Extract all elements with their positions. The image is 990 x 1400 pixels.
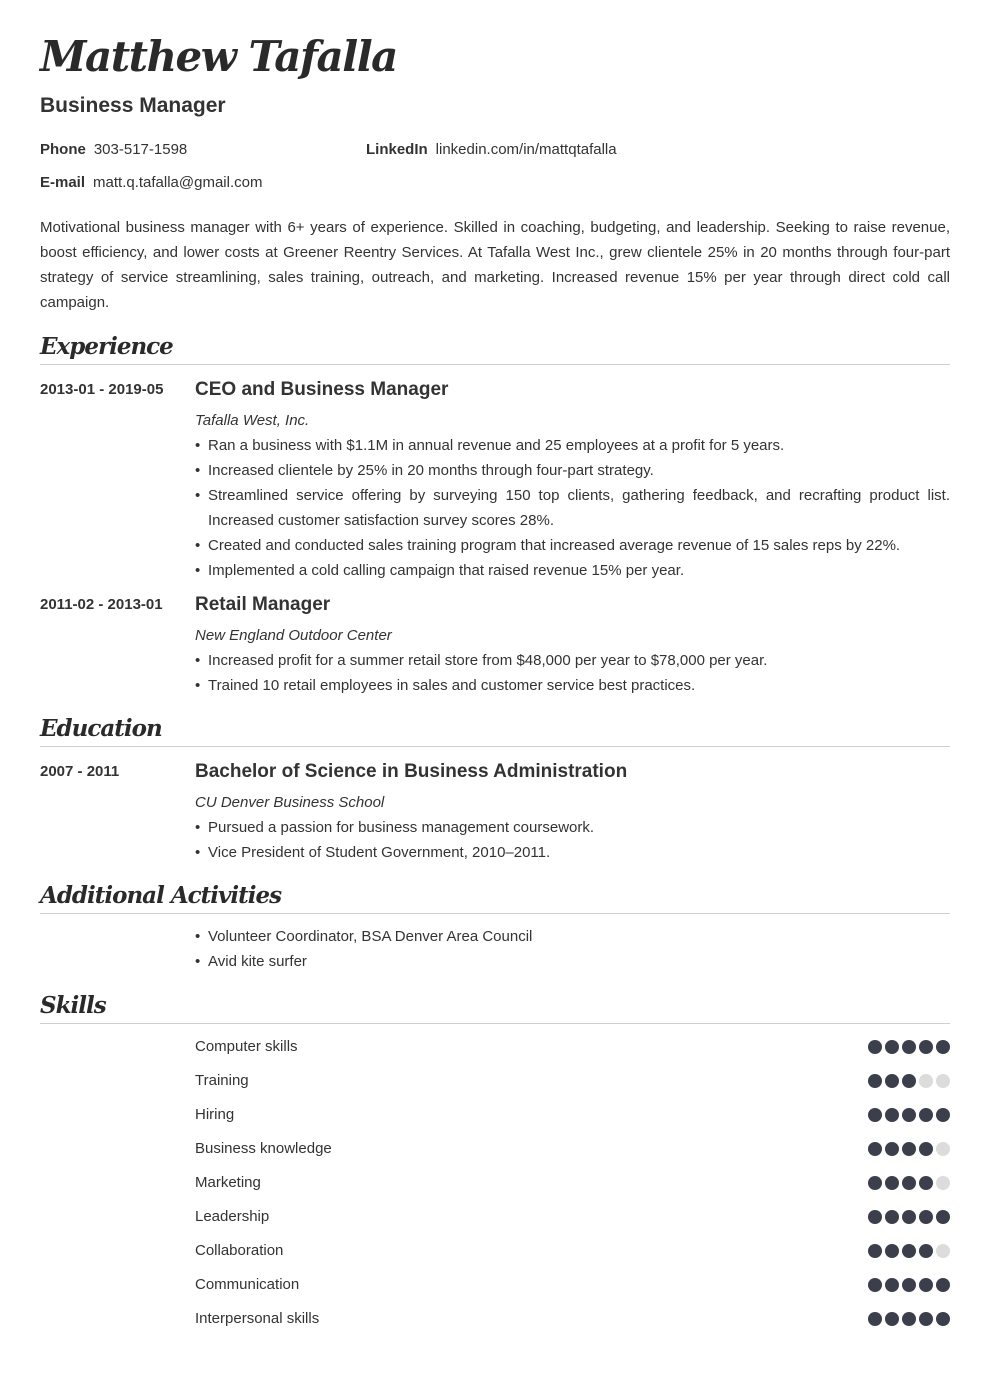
rating-dot-filled — [902, 1244, 916, 1258]
bullet-item: • Pursued a passion for business management coursework. — [195, 815, 950, 840]
rating-dot-filled — [885, 1278, 899, 1292]
bullet-item: • Increased profit for a summer retail store from $48,000 per year to $78,000 per year. — [195, 648, 950, 673]
rating-dot-filled — [919, 1278, 933, 1292]
entry-bullets — [195, 815, 950, 865]
bullet-item: • Increased clientele by 25% in 20 months through four-part strategy. — [195, 458, 950, 483]
rating-dot-filled — [936, 1108, 950, 1122]
rating-dot-filled — [902, 1040, 916, 1054]
activities-heading-text: Additional Activities — [40, 882, 282, 909]
entry-dates: 2013-01 - 2019-05 — [40, 381, 164, 398]
linkedin-label: LinkedIn — [366, 141, 428, 158]
skill-row — [195, 1068, 950, 1102]
skill-row — [195, 1034, 950, 1068]
skill-name: Business knowledge — [195, 1140, 332, 1157]
rating-dot-filled — [919, 1142, 933, 1156]
activities-list — [195, 924, 950, 974]
entry-dates: 2011-02 - 2013-01 — [40, 596, 163, 613]
entry-bullets — [195, 433, 950, 583]
contact-email — [40, 174, 262, 191]
entry-title: CEO and Business Manager — [195, 379, 449, 400]
entry-content — [195, 760, 950, 865]
rating-dot-empty — [936, 1244, 950, 1258]
skill-row — [195, 1238, 950, 1272]
skill-name: Marketing — [195, 1174, 261, 1191]
rating-dot-filled — [885, 1108, 899, 1122]
candidate-name: Matthew Tafalla — [40, 32, 397, 81]
rating-dot-filled — [936, 1312, 950, 1326]
rating-dot-filled — [936, 1278, 950, 1292]
rating-dot-filled — [868, 1210, 882, 1224]
skills-list — [195, 1034, 950, 1340]
experience-section-heading — [40, 332, 950, 365]
email-value: matt.q.tafalla@gmail.com — [93, 174, 263, 191]
linkedin-value: linkedin.com/in/mattqtafalla — [435, 141, 617, 158]
skill-rating — [868, 1210, 950, 1224]
rating-dot-filled — [902, 1210, 916, 1224]
professional-summary: Motivational business manager with 6+ years of experience. Skilled in coaching, budgeting, and leadership. Seeking to raise revenue, boost efficiency, and lower costs at Greener Reentry Services. At Tafalla West Inc., grew clientele 25% in 20 months through four-part strategy of service streamlining, sales training, outreach, and marketing. Increased revenue 15% per year through direct cold call campaign. — [40, 219, 950, 311]
entry-organization: Tafalla West, Inc. — [195, 412, 310, 429]
rating-dot-empty — [936, 1176, 950, 1190]
rating-dot-empty — [936, 1074, 950, 1088]
contact-phone — [40, 141, 187, 158]
experience-heading-text: Experience — [40, 333, 173, 360]
entry-dates: 2007 - 2011 — [40, 763, 120, 780]
rating-dot-filled — [936, 1040, 950, 1054]
rating-dot-filled — [868, 1244, 882, 1258]
rating-dot-filled — [868, 1278, 882, 1292]
skill-name: Leadership — [195, 1208, 270, 1225]
bullet-item: • Vice President of Student Government, 2010–2011. — [195, 840, 950, 865]
rating-dot-filled — [885, 1074, 899, 1088]
rating-dot-filled — [885, 1142, 899, 1156]
education-heading-text: Education — [40, 715, 162, 742]
skills-heading-text: Skills — [40, 992, 106, 1019]
skill-rating — [868, 1040, 950, 1054]
rating-dot-filled — [919, 1312, 933, 1326]
entry-title: Retail Manager — [195, 594, 331, 615]
rating-dot-filled — [919, 1244, 933, 1258]
rating-dot-filled — [868, 1040, 882, 1054]
bullet-item: • Created and conducted sales training program that increased average revenue of 15 sales reps by 22%. — [195, 533, 950, 558]
rating-dot-empty — [919, 1074, 933, 1088]
email-label: E-mail — [40, 174, 86, 191]
entry-title: Bachelor of Science in Business Administration — [195, 761, 628, 782]
rating-dot-filled — [919, 1176, 933, 1190]
entry-organization: CU Denver Business School — [195, 794, 385, 811]
entry-content — [195, 924, 950, 974]
skill-rating — [868, 1108, 950, 1122]
rating-dot-filled — [902, 1312, 916, 1326]
bullet-item: • Trained 10 retail employees in sales and customer service best practices. — [195, 673, 950, 698]
skill-rating — [868, 1244, 950, 1258]
rating-dot-filled — [868, 1176, 882, 1190]
rating-dot-filled — [868, 1312, 882, 1326]
skill-rating — [868, 1074, 950, 1088]
entry-content — [195, 378, 950, 583]
skills-section-heading — [40, 991, 950, 1024]
skill-row — [195, 1272, 950, 1306]
skill-rating — [868, 1278, 950, 1292]
rating-dot-filled — [919, 1040, 933, 1054]
contact-linkedin — [366, 141, 617, 158]
skill-name: Collaboration — [195, 1242, 284, 1259]
rating-dot-filled — [885, 1312, 899, 1326]
rating-dot-filled — [885, 1210, 899, 1224]
skill-row — [195, 1306, 950, 1340]
rating-dot-filled — [885, 1176, 899, 1190]
education-section-heading — [40, 714, 950, 747]
phone-value: 303-517-1598 — [93, 141, 188, 158]
rating-dot-filled — [902, 1278, 916, 1292]
skill-row — [195, 1170, 950, 1204]
job-title: Business Manager — [40, 94, 226, 117]
rating-dot-filled — [919, 1108, 933, 1122]
bullet-item: • Ran a business with $1.1M in annual revenue and 25 employees at a profit for 5 years. — [195, 433, 950, 458]
bullet-item: • Implemented a cold calling campaign that raised revenue 15% per year. — [195, 558, 950, 583]
entry-bullets — [195, 648, 950, 698]
skill-row — [195, 1102, 950, 1136]
rating-dot-filled — [902, 1108, 916, 1122]
bullet-item: • Avid kite surfer — [195, 949, 950, 974]
rating-dot-filled — [902, 1142, 916, 1156]
rating-dot-filled — [902, 1074, 916, 1088]
rating-dot-filled — [902, 1176, 916, 1190]
bullet-item: • Volunteer Coordinator, BSA Denver Area Council — [195, 924, 950, 949]
rating-dot-filled — [919, 1210, 933, 1224]
skill-rating — [868, 1176, 950, 1190]
rating-dot-filled — [885, 1040, 899, 1054]
skill-rating — [868, 1312, 950, 1326]
activities-section-heading — [40, 881, 950, 914]
skill-row — [195, 1204, 950, 1238]
rating-dot-filled — [936, 1210, 950, 1224]
phone-label: Phone — [40, 141, 86, 158]
entry-content — [195, 593, 950, 698]
skill-name: Training — [195, 1072, 249, 1089]
skill-row — [195, 1136, 950, 1170]
rating-dot-filled — [868, 1108, 882, 1122]
rating-dot-filled — [885, 1244, 899, 1258]
skill-name: Communication — [195, 1276, 300, 1293]
skill-name: Hiring — [195, 1106, 235, 1123]
skill-rating — [868, 1142, 950, 1156]
skill-name: Computer skills — [195, 1038, 298, 1055]
rating-dot-filled — [868, 1074, 882, 1088]
rating-dot-empty — [936, 1142, 950, 1156]
bullet-item: • Streamlined service offering by surveying 150 top clients, gathering feedback, and recrafting product list. Increased customer satisfaction survey scores 28%. — [195, 483, 950, 533]
entry-organization: New England Outdoor Center — [195, 627, 392, 644]
skill-name: Interpersonal skills — [195, 1310, 320, 1327]
rating-dot-filled — [868, 1142, 882, 1156]
